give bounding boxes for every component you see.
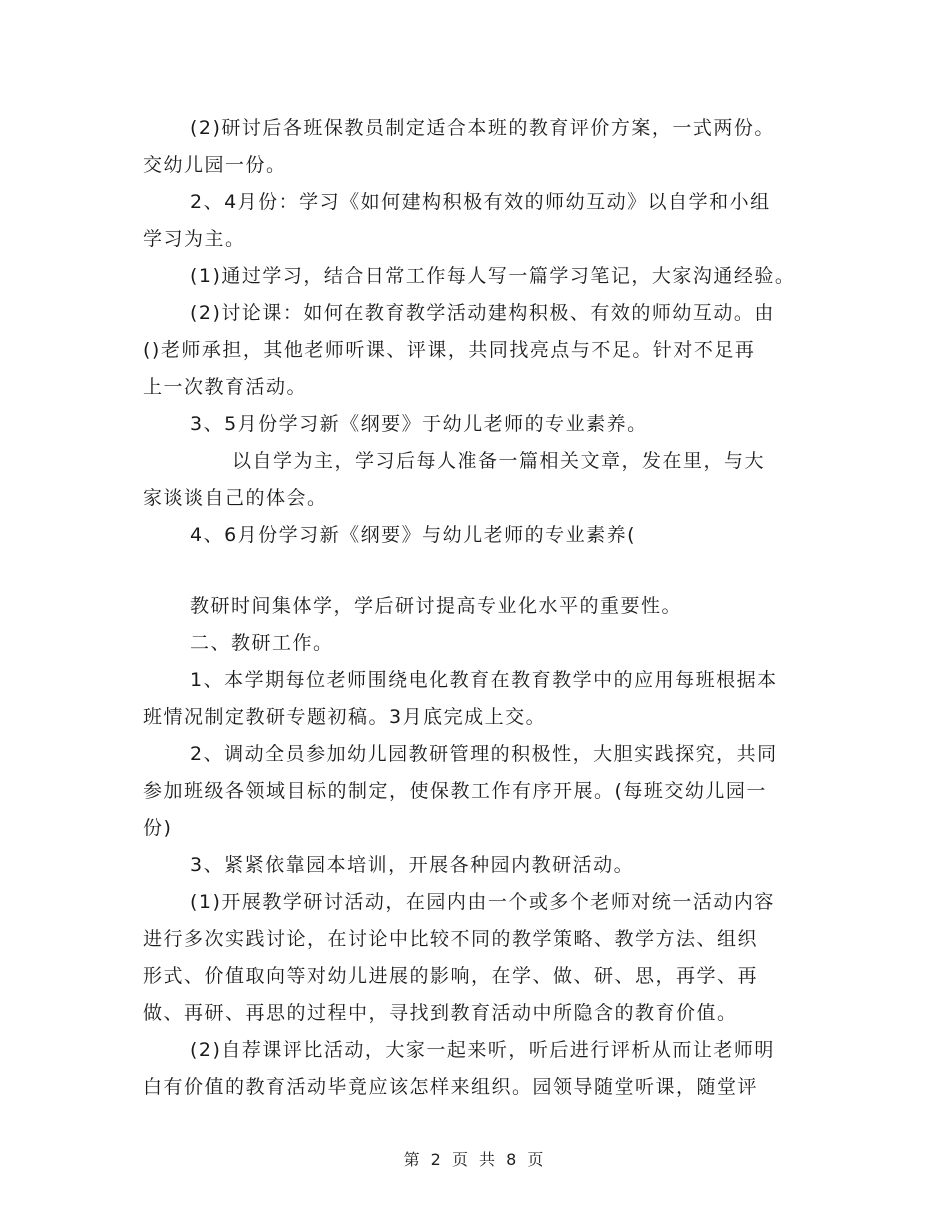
text-line: 教研时间集体学，学后研讨提高专业化水平的重要性。 <box>190 595 683 617</box>
text-line: 2、调动全员参加幼儿园教研管理的积极性，大胆实践探究，共同 <box>190 743 778 765</box>
text-line: (2)讨论课：如何在教育教学活动建构积极、有效的师幼互动。由 <box>190 302 775 324</box>
text-line: 上一次教育活动。 <box>143 376 308 398</box>
text-line: 白有价值的教育活动毕竟应该怎样来组织。园领导随堂听课，随堂评 <box>143 1076 759 1098</box>
text-line: 班情况制定教研专题初稿。3月底完成上交。 <box>143 706 547 728</box>
text-line: 做、再研、再思的过程中，寻找到教育活动中所隐含的教育价值。 <box>143 1002 738 1024</box>
text-line: 二、教研工作。 <box>190 632 334 654</box>
text-line: (2)研讨后各班保教员制定适合本班的教育评价方案，一式两份。 <box>190 117 775 139</box>
text-line: 份) <box>143 817 173 839</box>
page-footer: 第 2 页 共 8 页 <box>403 1150 547 1169</box>
text-line: 4、6月份学习新《纲要》与幼儿老师的专业素养( <box>190 524 637 546</box>
text-line: 参加班级各领域目标的制定，使保教工作有序开展。(每班交幼儿园一 <box>143 780 767 802</box>
text-line: 2、4月份：学习《如何建构积极有效的师幼互动》以自学和小组 <box>190 191 771 213</box>
text-line: (1)开展教学研讨活动，在园内由一个或多个老师对统一活动内容 <box>190 891 775 913</box>
text-line: 3、5月份学习新《纲要》于幼儿老师的专业素养。 <box>190 413 648 435</box>
text-line: 1、本学期每位老师围绕电化教育在教育教学中的应用每班根据本 <box>190 669 778 691</box>
text-line: 进行多次实践讨论，在讨论中比较不同的教学策略、教学方法、组织 <box>143 928 759 950</box>
text-line: ()老师承担，其他老师听课、评课，共同找亮点与不足。针对不足再 <box>143 339 756 361</box>
text-line: 交幼儿园一份。 <box>143 154 287 176</box>
text-line: (2)自荐课评比活动，大家一起来听，听后进行评析从而让老师明 <box>190 1039 775 1061</box>
text-line: 形式、价值取向等对幼儿进展的影响，在学、做、研、思，再学、再 <box>143 965 759 987</box>
text-line: 3、紧紧依靠园本培训，开展各种园内教研活动。 <box>190 854 635 876</box>
text-line: 学习为主。 <box>143 228 246 250</box>
text-line: 家谈谈自己的体会。 <box>143 487 328 509</box>
text-line: 以自学为主，学习后每人准备一篇相关文章，发在里，与大 <box>232 450 766 472</box>
text-line: (1)通过学习，结合日常工作每人写一篇学习笔记，大家沟通经验。 <box>190 265 796 287</box>
